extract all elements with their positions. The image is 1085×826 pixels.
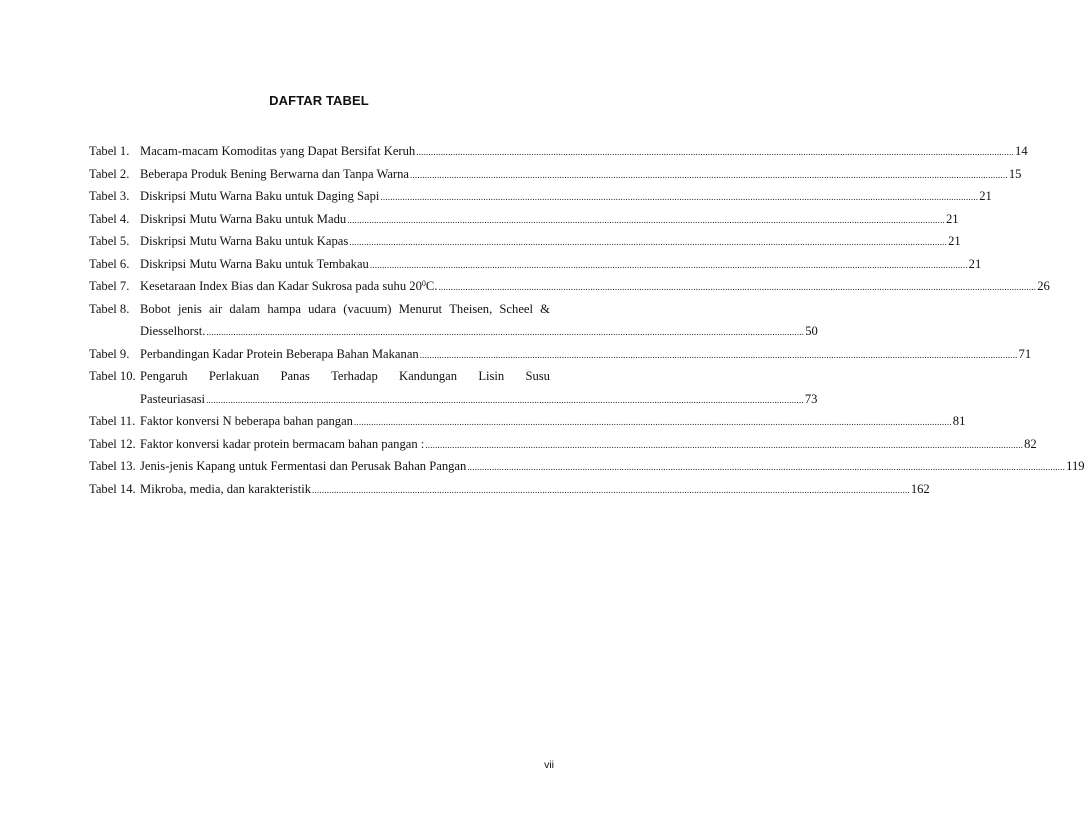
- entry-title-unit: C.: [425, 279, 438, 293]
- list-item-tabel-1: [89, 140, 1028, 163]
- entry-word: Panas: [280, 369, 310, 383]
- entry-word: hampa: [267, 301, 301, 316]
- dot-leader: ....................................................................................................................................................................................................................................................: [467, 462, 1066, 472]
- entry-page-number: 71: [1018, 346, 1032, 361]
- entry-title: Perbandingan Kadar Protein Beberapa Bahan Makanan: [140, 346, 419, 361]
- list-item-tabel-7: [89, 275, 1050, 298]
- entry-title-continuation: Diesselhorst.: [140, 324, 206, 338]
- list-item-tabel-8: [89, 298, 818, 343]
- entry-title: Diskripsi Mutu Warna Baku untuk Tembakau: [140, 256, 369, 271]
- dot-leader: ....................................................................................................................................................................................................................................................: [438, 282, 1037, 292]
- list-item-tabel-12: [89, 433, 1037, 456]
- entry-title: Diskripsi Mutu Warna Baku untuk Madu: [140, 211, 347, 226]
- entry-label: Tabel 13.: [89, 459, 136, 473]
- entry-title: Jenis-jenis Kapang untuk Fermentasi dan Perusak Bahan Pangan: [140, 459, 467, 473]
- entry-word: dalam: [229, 301, 261, 316]
- entry-word: Lisin: [478, 369, 505, 383]
- entry-page-number: 81: [952, 414, 966, 428]
- entry-page-number: 21: [948, 234, 961, 248]
- entry-label: Tabel 2.: [89, 166, 130, 181]
- entry-page-number: 15: [1008, 166, 1022, 181]
- entry-label: Tabel 5.: [89, 234, 130, 248]
- entry-word: &: [540, 301, 550, 316]
- list-item-tabel-2: [89, 163, 1022, 186]
- entry-label: Tabel 14.: [89, 481, 136, 496]
- entry-word: Bobot: [140, 301, 171, 316]
- entry-label: Tabel 12.: [89, 436, 136, 451]
- dot-leader: ....................................................................................................................................................................................................................................................: [349, 237, 948, 247]
- page-title: DAFTAR TABEL: [269, 93, 369, 108]
- entry-title: Diskripsi Mutu Warna Baku untuk Kapas: [140, 234, 349, 248]
- entry-word: Perlakuan: [208, 369, 260, 383]
- entry-title-main: Kesetaraan Index Bias dan Kadar Sukrosa pada suhu 20: [140, 279, 422, 293]
- entry-label: Tabel 10.: [89, 369, 136, 383]
- entry-word: air: [208, 301, 223, 316]
- entry-word: Scheel: [499, 301, 533, 316]
- dot-leader: ....................................................................................................................................................................................................................................................: [206, 327, 805, 337]
- entry-page-number: 50: [805, 324, 818, 338]
- entry-label: Tabel 9.: [89, 346, 130, 361]
- entry-page-number: 21: [979, 189, 992, 203]
- entry-label: Tabel 3.: [89, 189, 130, 203]
- entry-page-number: 162: [910, 481, 930, 496]
- dot-leader: ....................................................................................................................................................................................................................................................: [380, 192, 979, 202]
- entry-page-number: 21: [946, 211, 959, 226]
- list-item-tabel-3: [89, 185, 992, 208]
- entry-title: Beberapa Produk Bening Berwarna dan Tanpa Warna: [140, 166, 410, 181]
- entry-title: Diskripsi Mutu Warna Baku untuk Daging Sapi: [140, 189, 380, 203]
- entry-word: jenis: [177, 301, 202, 316]
- entry-title: Faktor konversi N beberapa bahan pangan: [140, 414, 353, 428]
- entry-title-justified: [140, 365, 550, 388]
- entry-page-number: 73: [804, 391, 818, 406]
- entry-word: udara: [308, 301, 337, 316]
- page-number: vii: [544, 759, 554, 771]
- entry-title-continuation: Pasteuriasasi: [140, 391, 206, 406]
- dot-leader: ....................................................................................................................................................................................................................................................: [312, 484, 910, 495]
- entry-page-number: 21: [968, 256, 982, 271]
- dot-leader: ....................................................................................................................................................................................................................................................: [416, 147, 1015, 157]
- entry-title: Faktor konversi kadar protein bermacam bahan pangan :: [140, 436, 425, 451]
- entry-page-number: 14: [1015, 144, 1028, 158]
- table-list: [89, 140, 1085, 500]
- list-item-tabel-13: [89, 455, 1085, 478]
- entry-title: [140, 275, 437, 298]
- entry-title: Macam-macam Komoditas yang Dapat Bersifat Keruh: [140, 144, 416, 158]
- entry-word: Theisen,: [449, 301, 493, 316]
- list-item-tabel-6: [89, 253, 982, 276]
- dot-leader: ....................................................................................................................................................................................................................................................: [419, 349, 1018, 360]
- dot-leader: ....................................................................................................................................................................................................................................................: [425, 439, 1024, 450]
- entry-word: Susu: [525, 369, 550, 383]
- dot-leader: ....................................................................................................................................................................................................................................................: [369, 259, 968, 270]
- entry-page-number: 82: [1024, 436, 1037, 451]
- dot-leader: ....................................................................................................................................................................................................................................................: [410, 169, 1008, 180]
- entry-label: Tabel 1.: [89, 144, 130, 158]
- entry-label: Tabel 6.: [89, 256, 130, 271]
- entry-label: Tabel 8.: [89, 301, 130, 316]
- list-item-tabel-5: [89, 230, 961, 253]
- list-item-tabel-14: [89, 478, 930, 501]
- dot-leader: ....................................................................................................................................................................................................................................................: [347, 214, 945, 225]
- entry-word: (vacuum): [343, 301, 392, 316]
- entry-title-justified: [140, 298, 550, 321]
- entry-label: Tabel 11.: [89, 414, 136, 428]
- entry-page-number: 119: [1066, 459, 1085, 473]
- entry-word: Terhadap: [331, 369, 378, 383]
- entry-label: Tabel 7.: [89, 279, 130, 293]
- entry-word: Kandungan: [399, 369, 458, 383]
- dot-leader: ....................................................................................................................................................................................................................................................: [206, 394, 804, 405]
- list-item-tabel-11: [89, 410, 966, 433]
- entry-word: Menurut: [398, 301, 443, 316]
- entry-label: Tabel 4.: [89, 211, 130, 226]
- degree-superscript: 0: [421, 279, 426, 288]
- entry-page-number: 26: [1037, 279, 1050, 293]
- dot-leader: ....................................................................................................................................................................................................................................................: [353, 417, 952, 427]
- list-item-tabel-4: [89, 208, 959, 231]
- entry-title: Mikroba, media, dan karakteristik: [140, 481, 312, 496]
- entry-word: Pengaruh: [140, 369, 188, 383]
- list-item-tabel-9: [89, 343, 1032, 366]
- list-item-tabel-10: [89, 365, 818, 410]
